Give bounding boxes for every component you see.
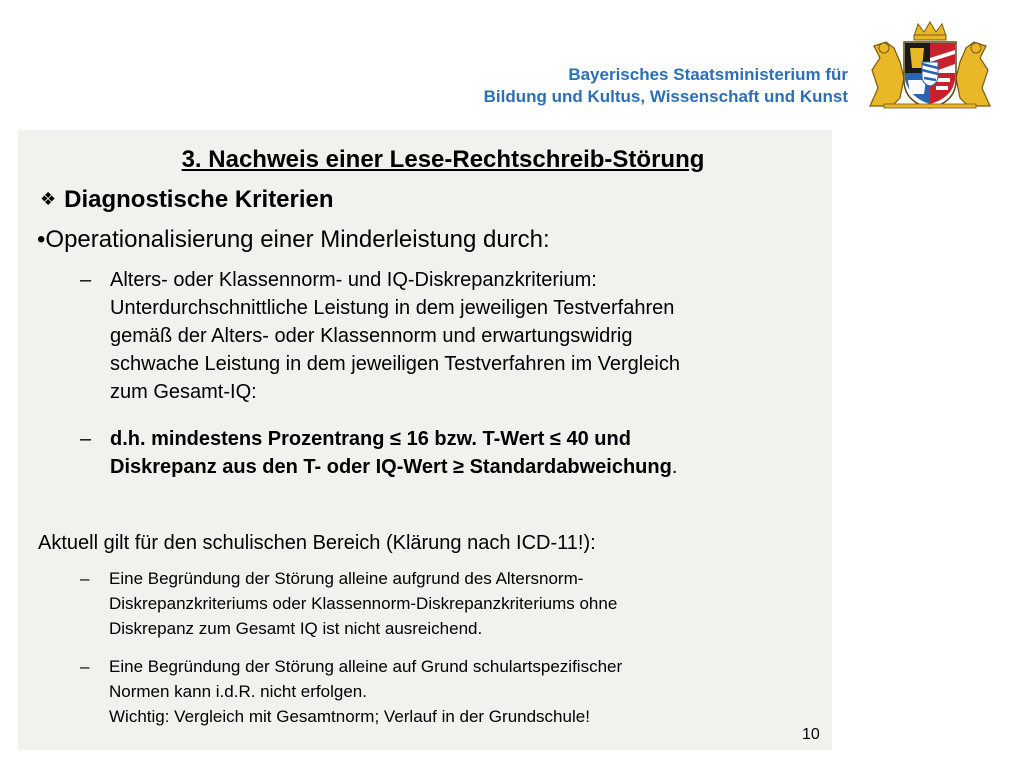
list-line: Diskrepanz aus den T- oder IQ-Wert ≥ Standardabweichung [110,456,672,478]
list-item-text [110,266,840,406]
list-line: Diskrepanzkriteriums oder Klassennorm-Diskrepanzkriteriums ohne [109,594,618,613]
current-regulation-heading: Aktuell gilt für den schulischen Bereich (Klärung nach ICD-11!): [38,532,596,554]
ministry-header [484,64,848,108]
operationalization-heading: •Operationalisierung einer Minderleistung durch: [37,226,550,253]
criteria-heading-text: Diagnostische Kriterien [64,186,334,213]
dash-bullet: – [80,428,92,450]
list-item [80,266,840,406]
ministry-name-line2: Bildung und Kultus, Wissenschaft und Kunst [483,87,848,106]
list-line: Wichtig: Vergleich mit Gesamtnorm; Verlauf in der Grundschule! [109,707,590,726]
list-item [80,566,840,641]
list-item [80,654,840,729]
list-line: zum Gesamt-IQ: [110,381,257,403]
list-item-text [109,654,840,729]
list-item-text [110,425,840,481]
dash-bullet: – [80,569,90,588]
page-number: 10 [802,726,820,743]
ministry-name-line1: Bayerisches Staatsministerium für [568,65,848,84]
list-line: d.h. mindestens Prozentrang ≤ 16 bzw. T-Wert ≤ 40 und [110,428,631,450]
dash-bullet: – [80,657,90,676]
list-item-text [109,566,840,641]
list-line: gemäß der Alters- oder Klassennorm und erwartungswidrig [110,325,633,347]
list-line: Unterdurchschnittliche Leistung in dem jeweiligen Testverfahren [110,297,675,319]
list-line: Normen kann i.d.R. nicht erfolgen. [109,682,367,701]
criteria-heading [40,185,334,214]
list-line: schwache Leistung in dem jeweiligen Testverfahren im Vergleich [110,353,680,375]
bavarian-coat-of-arms-icon [864,18,996,110]
list-line: Alters- oder Klassennorm- und IQ-Diskrepanzkriterium: [110,269,597,291]
list-line: Diskrepanz zum Gesamt IQ ist nicht ausreichend. [109,619,483,638]
list-line-suffix: . [671,456,678,478]
list-item [80,425,840,481]
list-line: Eine Begründung der Störung alleine auf Grund schulartspezifischer [109,657,623,676]
dash-bullet: – [80,269,92,291]
diamond-bullet-icon: ❖ [40,189,57,209]
list-line: Eine Begründung der Störung alleine aufgrund des Altersnorm- [109,569,584,588]
slide-title: 3. Nachweis einer Lese-Rechtschreib-Störung [181,146,705,173]
